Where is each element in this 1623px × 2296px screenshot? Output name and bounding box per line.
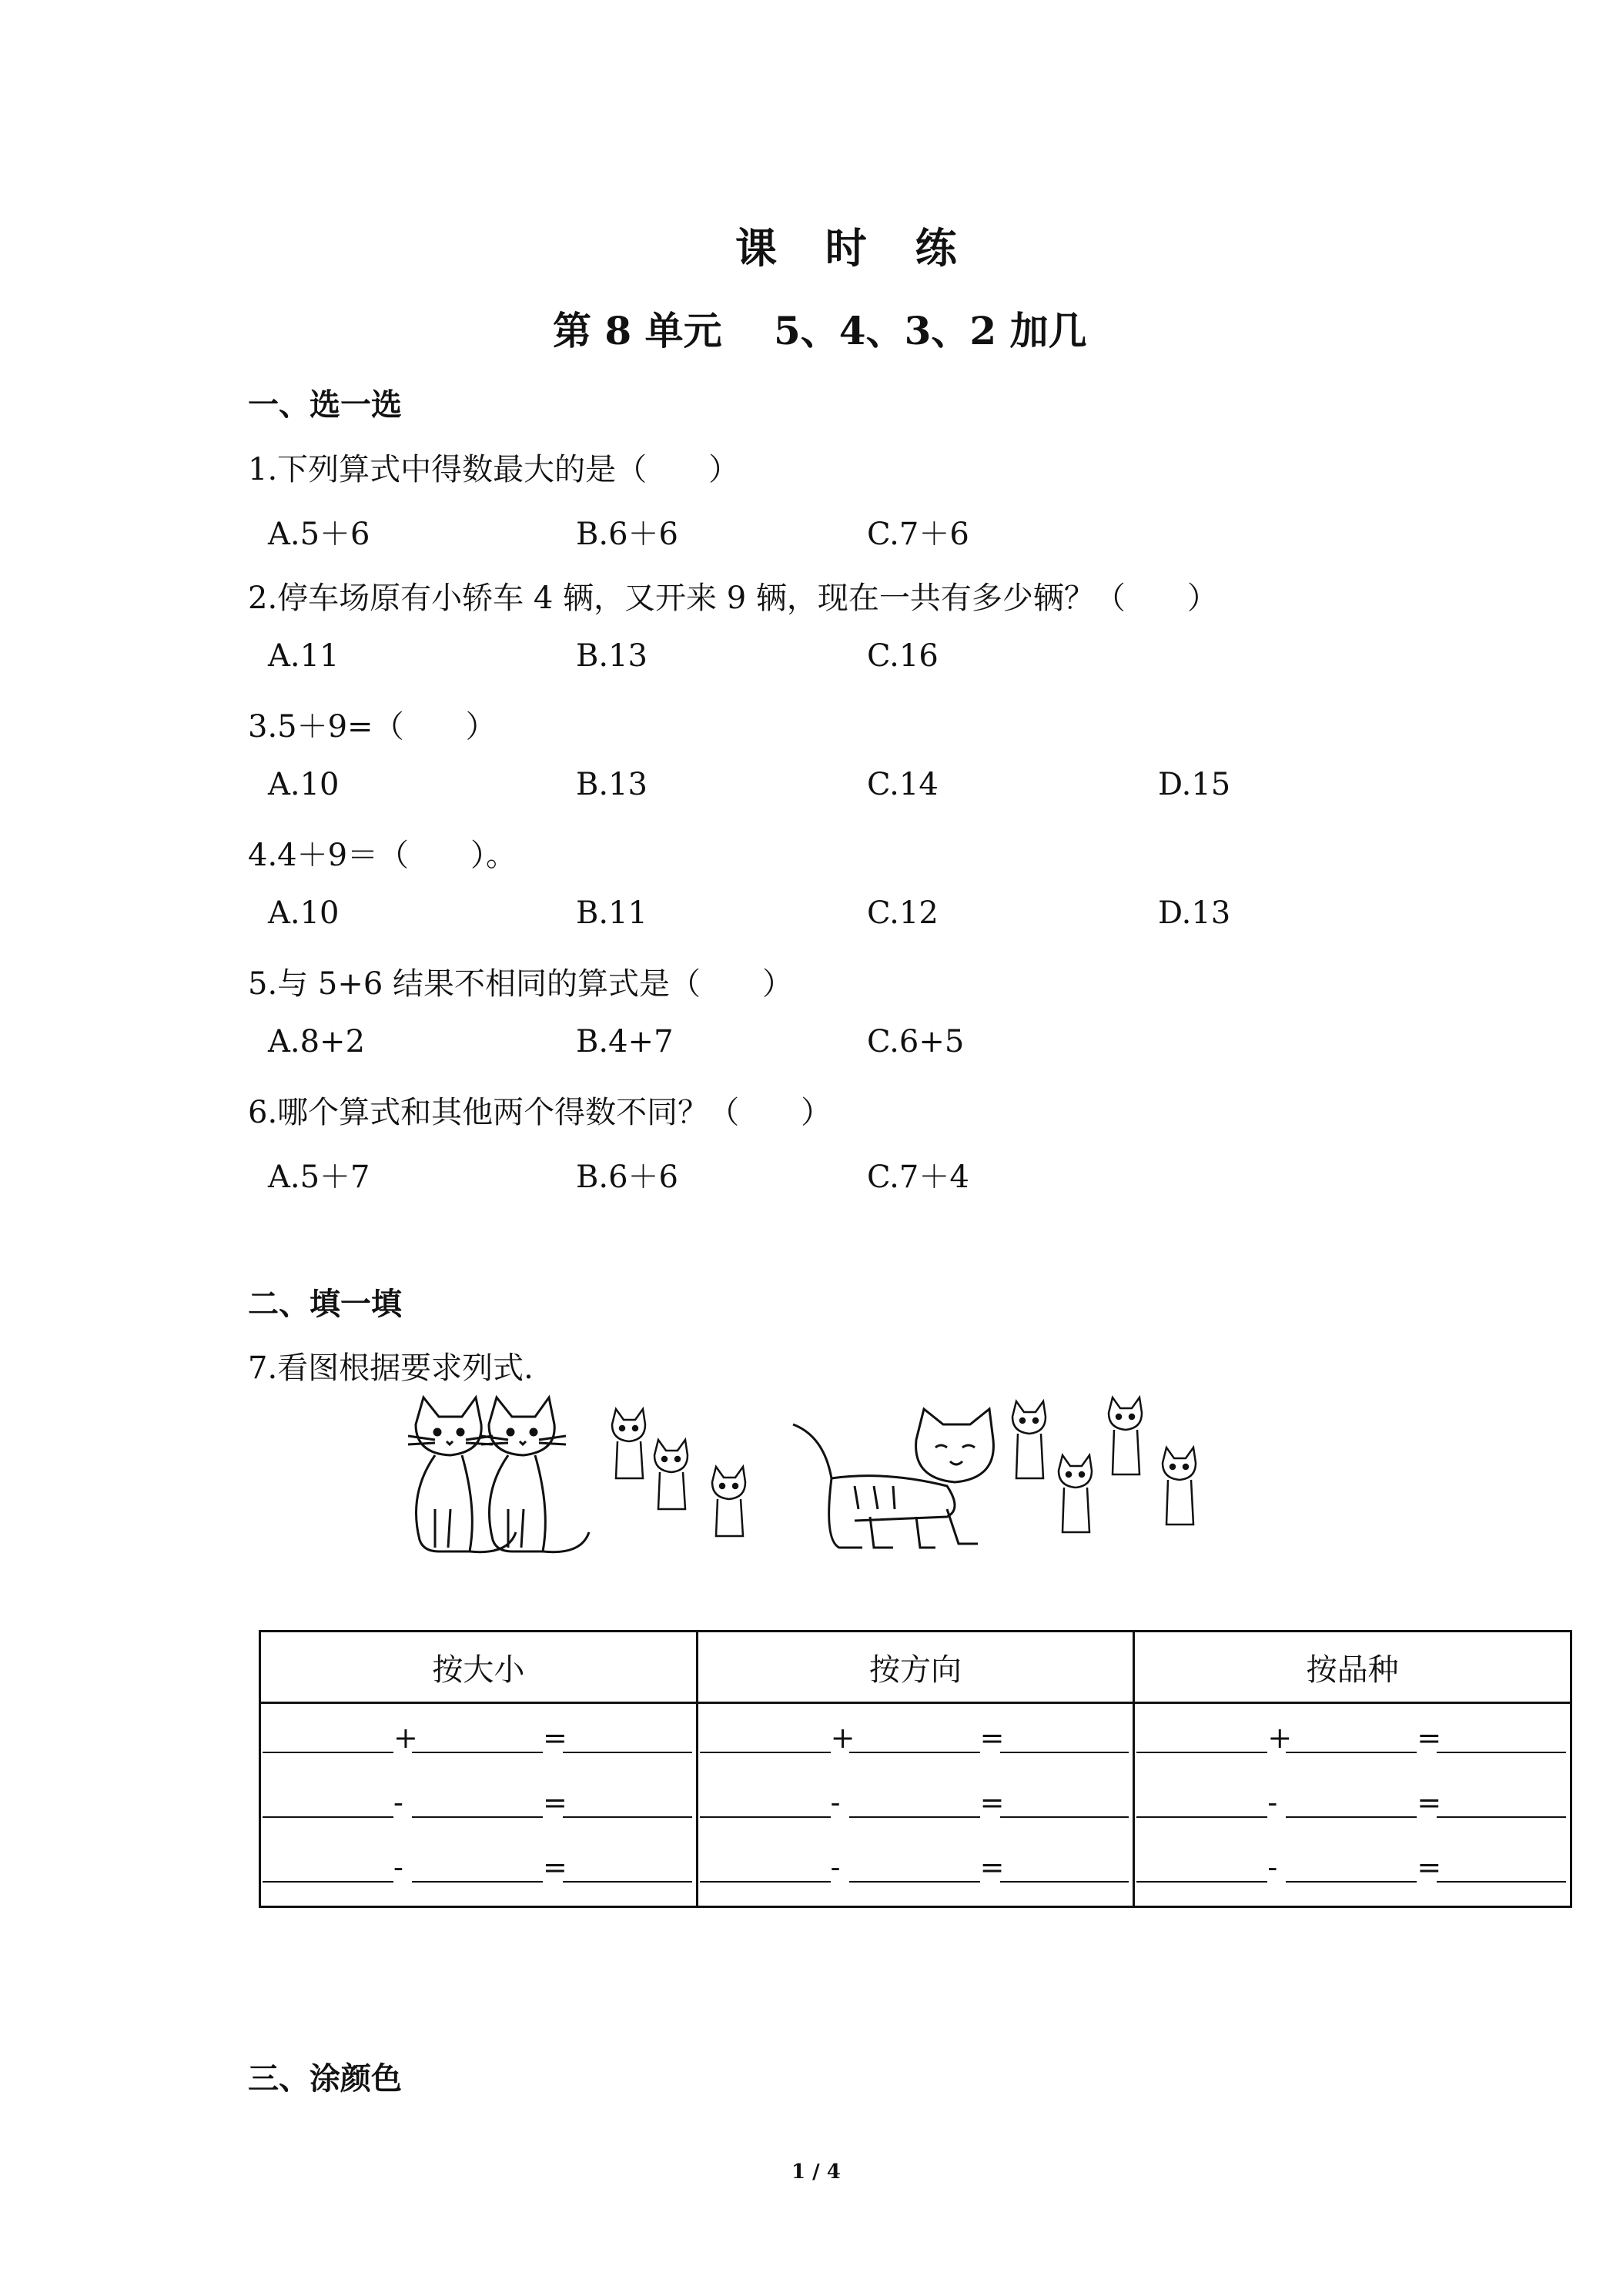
answer-blank[interactable]: [849, 1815, 980, 1818]
answer-blank[interactable]: [1437, 1750, 1566, 1753]
q3-option-a: A.10: [268, 767, 340, 802]
equals-symbol: =: [979, 1850, 1005, 1884]
question-2: 2.停车场原有小轿车 4 辆，又开来 9 辆，现在一共有多少辆？（ ）: [248, 581, 1218, 616]
table-cell-breed: [1134, 1703, 1571, 1907]
q2-option-a: A.11: [268, 638, 340, 674]
answer-blank[interactable]: [412, 1815, 543, 1818]
equation-line: [261, 1712, 696, 1758]
equation-line: [698, 1776, 1133, 1822]
equation-line: [698, 1712, 1133, 1758]
equals-symbol: =: [1417, 1850, 1442, 1884]
answer-blank[interactable]: [1286, 1750, 1417, 1753]
answer-blank[interactable]: [700, 1750, 831, 1753]
q4-option-c: C.12: [867, 895, 939, 931]
answer-blank[interactable]: [263, 1815, 393, 1818]
answer-blank[interactable]: [1437, 1879, 1566, 1883]
equals-symbol: =: [543, 1850, 567, 1884]
answer-blank[interactable]: [1000, 1815, 1129, 1818]
equation-line: [261, 1841, 696, 1887]
table-row: [260, 1703, 1571, 1907]
operator-symbol: -: [830, 1786, 841, 1819]
answer-blank[interactable]: [412, 1750, 543, 1753]
answer-blank[interactable]: [263, 1750, 393, 1753]
walking-cat: [793, 1409, 993, 1548]
answer-blank[interactable]: [563, 1815, 692, 1818]
answer-blank[interactable]: [849, 1879, 980, 1883]
answer-blank[interactable]: [1136, 1879, 1267, 1883]
answer-blank[interactable]: [849, 1750, 980, 1753]
q3-option-d: D.15: [1158, 767, 1231, 802]
operator-symbol: -: [830, 1850, 841, 1884]
equation-line: [261, 1776, 696, 1822]
q4-option-a: A.10: [268, 895, 340, 931]
classification-table: [259, 1630, 1572, 1908]
answer-blank[interactable]: [263, 1879, 393, 1883]
equation-line: [1135, 1712, 1570, 1758]
table-header-direction: 按方向: [697, 1632, 1134, 1703]
equals-symbol: =: [1417, 1786, 1442, 1819]
question-5: 5.与 5+6 结果不相同的算式是（ ）: [248, 966, 794, 1002]
page-subtitle: 第 8 单元 5、4、3、2 加几: [553, 308, 1087, 353]
q6-option-c: C.7＋4: [867, 1160, 969, 1195]
answer-blank[interactable]: [1437, 1815, 1566, 1818]
small-cats-group-2: [1012, 1397, 1196, 1532]
equation-line: [698, 1841, 1133, 1887]
cats-illustration: [393, 1394, 1240, 1571]
equals-symbol: =: [979, 1721, 1005, 1755]
answer-blank[interactable]: [412, 1879, 543, 1883]
q5-option-b: B.4+7: [576, 1024, 674, 1059]
q2-option-b: B.13: [576, 638, 648, 674]
equals-symbol: =: [979, 1786, 1005, 1819]
q1-option-c: C.7＋6: [867, 517, 969, 552]
q3-option-c: C.14: [867, 767, 939, 802]
question-3: 3.5＋9=（ ）: [248, 709, 497, 745]
q1-option-b: B.6＋6: [576, 517, 679, 552]
table-header-size: 按大小: [260, 1632, 698, 1703]
answer-blank[interactable]: [700, 1879, 831, 1883]
q4-option-b: B.11: [576, 895, 648, 931]
equation-line: [1135, 1841, 1570, 1887]
table-cell-direction: [697, 1703, 1134, 1907]
question-1: 1.下列算式中得数最大的是（ ）: [248, 452, 740, 487]
answer-blank[interactable]: [1286, 1879, 1417, 1883]
big-cat-2: [481, 1397, 589, 1552]
small-cats-group-1: [612, 1409, 745, 1536]
question-6: 6.哪个算式和其他两个得数不同？（ ）: [248, 1095, 832, 1130]
operator-symbol: -: [1267, 1850, 1278, 1884]
section-heading-color: 三、涂颜色: [248, 2060, 402, 2097]
q5-option-c: C.6+5: [867, 1024, 965, 1059]
question-7: 7.看图根据要求列式.: [248, 1350, 534, 1386]
q6-option-b: B.6＋6: [576, 1160, 679, 1195]
q5-option-a: A.8+2: [268, 1024, 366, 1059]
equation-line: [1135, 1776, 1570, 1822]
q2-option-c: C.16: [867, 638, 939, 674]
q4-option-d: D.13: [1158, 895, 1231, 931]
table-header-row: [260, 1632, 1571, 1703]
q1-option-a: A.5＋6: [268, 517, 370, 552]
operator-symbol: -: [1267, 1786, 1278, 1819]
operator-symbol: +: [393, 1721, 418, 1755]
big-cat-1: [408, 1397, 516, 1552]
section-heading-fill: 二、填一填: [248, 1286, 402, 1322]
equals-symbol: =: [543, 1721, 567, 1755]
page-number: 1 / 4: [791, 2160, 841, 2184]
answer-blank[interactable]: [1136, 1750, 1267, 1753]
table-cell-size: [260, 1703, 698, 1907]
operator-symbol: +: [1267, 1721, 1293, 1755]
equals-symbol: =: [1417, 1721, 1442, 1755]
q6-option-a: A.5＋7: [268, 1160, 370, 1195]
operator-symbol: -: [393, 1850, 403, 1884]
question-4: 4.4＋9＝（ ）。: [248, 838, 517, 873]
page-title: 课 时 练: [735, 223, 974, 273]
answer-blank[interactable]: [1136, 1815, 1267, 1818]
equals-symbol: =: [543, 1786, 567, 1819]
operator-symbol: -: [393, 1786, 403, 1819]
table-header-breed: 按品种: [1134, 1632, 1571, 1703]
answer-blank[interactable]: [1000, 1879, 1129, 1883]
answer-blank[interactable]: [1000, 1750, 1129, 1753]
answer-blank[interactable]: [700, 1815, 831, 1818]
answer-blank[interactable]: [563, 1750, 692, 1753]
operator-symbol: +: [830, 1721, 855, 1755]
section-heading-choose: 一、选一选: [248, 387, 402, 423]
q3-option-b: B.13: [576, 767, 648, 802]
answer-blank[interactable]: [1286, 1815, 1417, 1818]
answer-blank[interactable]: [563, 1879, 692, 1883]
